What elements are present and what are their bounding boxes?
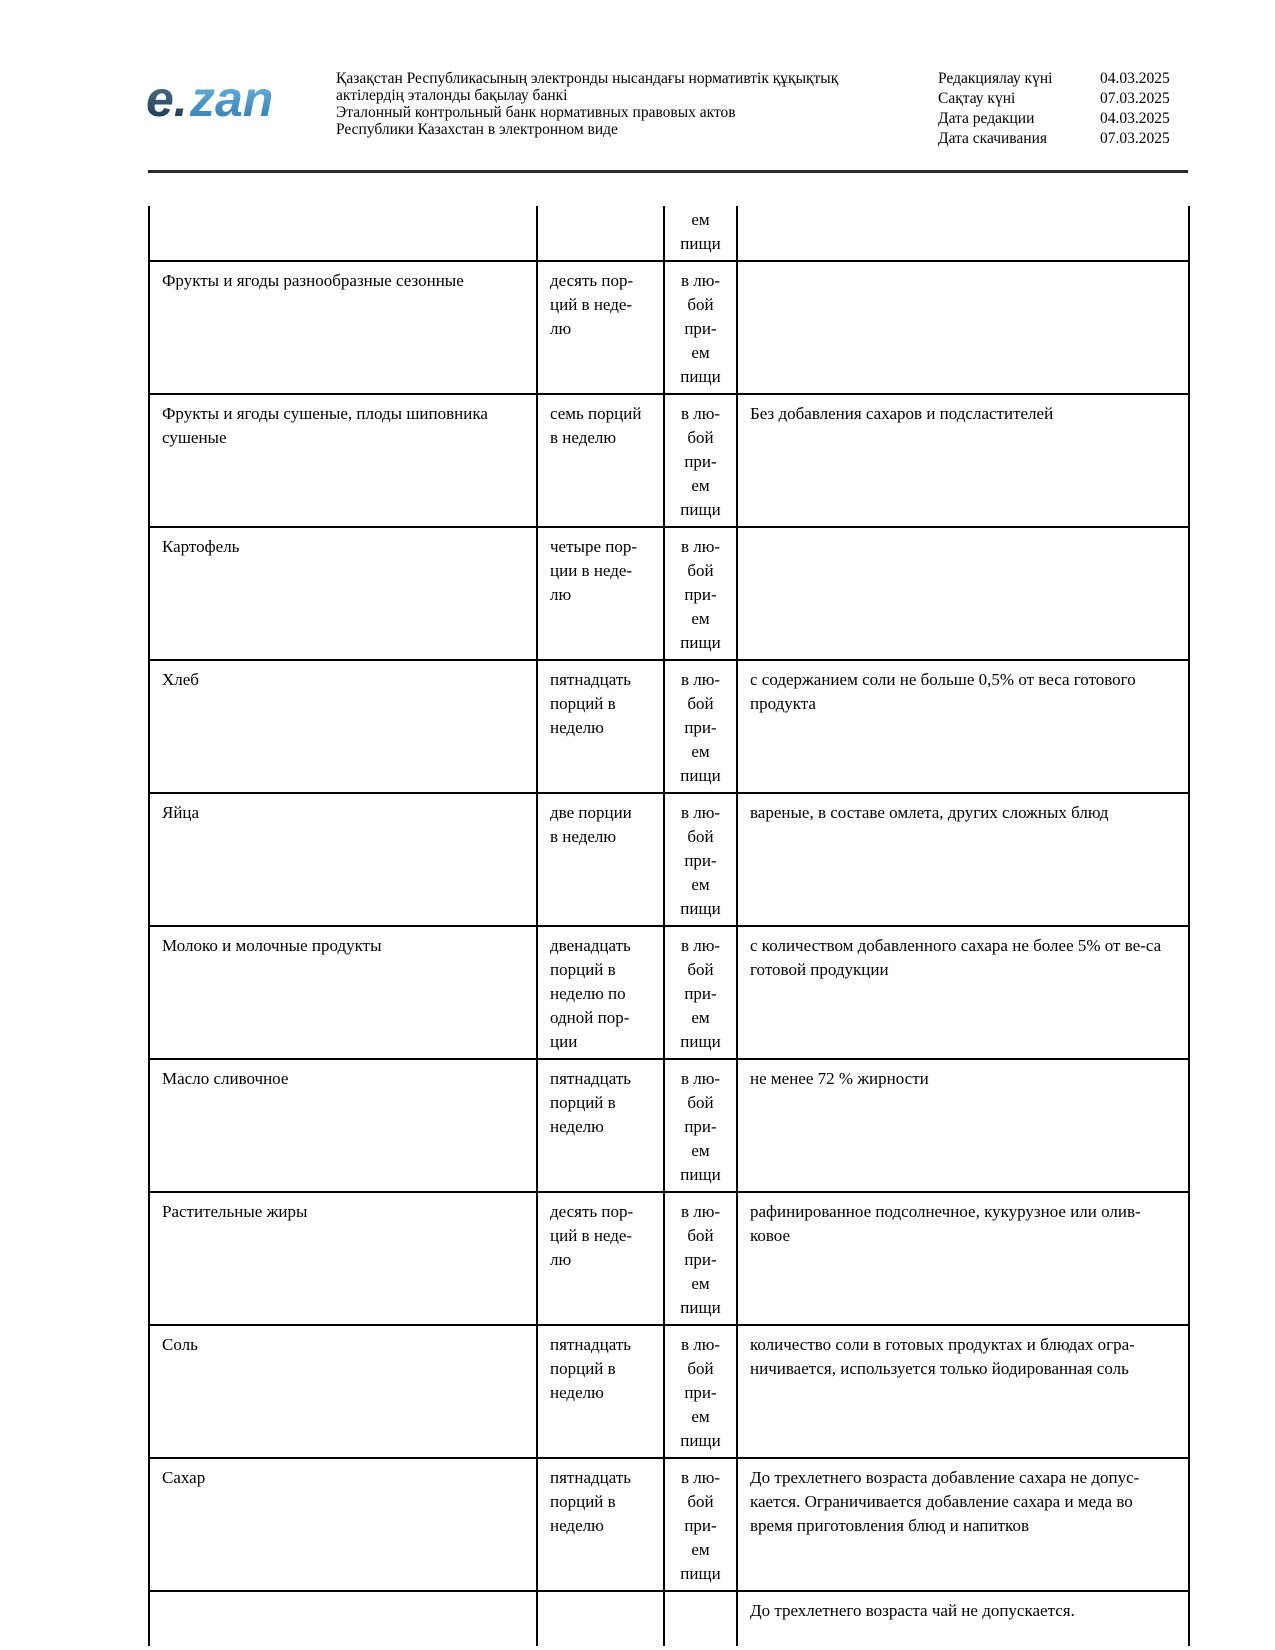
meal-time-cell-line: при-: [684, 585, 717, 604]
meal-time-cell-line: бой: [687, 561, 714, 580]
meal-time-cell-line: пищи: [680, 1564, 721, 1583]
table-row: [149, 1325, 1189, 1458]
portions-cell: [537, 1059, 664, 1192]
portions-cell-line: десять пор-: [550, 1202, 634, 1221]
meal-time-cell-line: при-: [684, 984, 717, 1003]
note-cell: [737, 527, 1189, 660]
table-row: [149, 527, 1189, 660]
meal-time-cell-line: пищи: [680, 1298, 721, 1317]
portions-cell-line: неделю: [550, 1516, 604, 1535]
portions-cell-line: в неделю: [550, 428, 617, 447]
meal-time-cell-line: бой: [687, 960, 714, 979]
meal-time-cell-line: ем: [691, 343, 710, 362]
product-cell: Сахар: [149, 1458, 537, 1591]
meal-time-cell-line: в лю-: [680, 271, 721, 290]
note-cell: с содержанием соли не больше 0,5% от веса готового продукта: [737, 660, 1189, 793]
portions-cell-line: одной пор-: [550, 1008, 630, 1027]
meal-time-cell-line: в лю-: [680, 936, 721, 955]
meal-time-cell-line: при-: [684, 851, 717, 870]
portions-cell-line: пятнадцать: [550, 1069, 632, 1088]
meal-time-cell-line: при-: [684, 1516, 717, 1535]
portions-cell-line: неделю по: [550, 984, 626, 1003]
logo-e-text: e.: [146, 71, 188, 127]
meal-time-cell-line: ем: [691, 875, 710, 894]
header-title-block: [336, 70, 896, 138]
meta-label: Сақтау күні: [938, 90, 1016, 107]
meta-value: 07.03.2025: [1100, 90, 1170, 107]
portions-cell-line: порций в: [550, 960, 616, 979]
meal-time-cell-line: ем: [691, 1008, 710, 1027]
portions-cell-line: лю: [550, 585, 572, 604]
portions-cell-line: ции в неде-: [550, 561, 633, 580]
meal-time-cell: [664, 1591, 737, 1646]
note-cell: До трехлетнего возраста добавление сахара не допус-кается. Ограничивается добавление сахара и меда во время приготовления блюд и напитков: [737, 1458, 1189, 1591]
meta-row: [938, 109, 1170, 129]
meal-time-cell-line: бой: [687, 694, 714, 713]
table-row: [149, 660, 1189, 793]
meal-time-cell: [664, 1325, 737, 1458]
note-cell: не менее 72 % жирности: [737, 1059, 1189, 1192]
meal-time-cell-line: пищи: [680, 500, 721, 519]
meal-time-cell-line: при-: [684, 1117, 717, 1136]
meal-time-cell-line: ем: [691, 1540, 710, 1559]
meal-time-cell-line: пищи: [680, 766, 721, 785]
portions-cell-line: неделю: [550, 1117, 604, 1136]
table-body: [149, 206, 1189, 1646]
table-row: [149, 261, 1189, 394]
meal-time-cell-line: при-: [684, 1250, 717, 1269]
table-row: [149, 926, 1189, 1059]
meal-time-cell-line: бой: [687, 1226, 714, 1245]
meal-time-cell: [664, 261, 737, 394]
portions-cell: [537, 527, 664, 660]
meta-label: Редакциялау күні: [938, 70, 1053, 87]
meta-row: [938, 129, 1170, 149]
meal-time-cell-line: в лю-: [680, 803, 721, 822]
portions-cell: [537, 1325, 664, 1458]
meal-time-cell-line: ем: [691, 609, 710, 628]
portions-cell-line: пятнадцать: [550, 1468, 632, 1487]
meta-label: Дата скачивания: [938, 130, 1048, 147]
meal-time-cell-line: бой: [687, 1359, 714, 1378]
portions-cell-line: пятнадцать: [550, 670, 632, 689]
meal-time-cell-line: бой: [687, 428, 714, 447]
meal-time-cell-line: пищи: [680, 367, 721, 386]
portions-cell-line: в неделю: [550, 827, 617, 846]
meal-time-cell-line: в лю-: [680, 537, 721, 556]
header-line: актілердің эталонды бақылау банкі: [336, 87, 568, 104]
nutrition-table: [148, 206, 1190, 1646]
meal-time-cell-line: при-: [684, 319, 717, 338]
meal-time-cell-line: в лю-: [680, 1202, 721, 1221]
portions-cell: [537, 660, 664, 793]
header-divider: [148, 170, 1188, 173]
note-cell: [737, 206, 1189, 261]
meal-time-cell: [664, 926, 737, 1059]
edition-dates: [938, 69, 1170, 149]
meal-time-cell: [664, 206, 737, 261]
portions-cell-line: порций в: [550, 1492, 616, 1511]
product-cell: Яйца: [149, 793, 537, 926]
meal-time-cell-line: бой: [687, 295, 714, 314]
meal-time-cell-line: пищи: [680, 234, 721, 253]
portions-cell-line: ций в неде-: [550, 295, 633, 314]
portions-cell: [537, 394, 664, 527]
portions-cell-line: порций в: [550, 1093, 616, 1112]
product-cell: Картофель: [149, 527, 537, 660]
note-cell: с количеством добавленного сахара не более 5% от ве-са готовой продукции: [737, 926, 1189, 1059]
meal-time-cell: [664, 1059, 737, 1192]
portions-cell-line: порций в: [550, 1359, 616, 1378]
meal-time-cell-line: ем: [691, 1141, 710, 1160]
meal-time-cell-line: ем: [691, 742, 710, 761]
meal-time-cell-line: пищи: [680, 1032, 721, 1051]
product-cell: Растительные жиры: [149, 1192, 537, 1325]
note-cell: количество соли в готовых продуктах и блюдах огра-ничивается, используется только йодированная соль: [737, 1325, 1189, 1458]
table-row-continued: [149, 206, 1189, 261]
portions-cell: [537, 206, 664, 261]
meal-time-cell-line: бой: [687, 1093, 714, 1112]
meal-time-cell: [664, 394, 737, 527]
header-line: Эталонный контрольный банк нормативных правовых актов: [336, 104, 736, 121]
meal-time-cell-line: в лю-: [680, 1468, 721, 1487]
portions-cell-line: неделю: [550, 718, 604, 737]
meta-value: 04.03.2025: [1100, 70, 1170, 87]
meal-time-cell-line: ем: [691, 1407, 710, 1426]
note-cell: вареные, в составе омлета, других сложных блюд: [737, 793, 1189, 926]
meal-time-cell: [664, 660, 737, 793]
meta-value: 07.03.2025: [1100, 130, 1170, 147]
meal-time-cell-line: ем: [691, 1274, 710, 1293]
portions-cell-line: две порции: [550, 803, 632, 822]
note-cell: рафинированное подсолнечное, кукурузное или олив-ковое: [737, 1192, 1189, 1325]
meal-time-cell-line: пищи: [680, 633, 721, 652]
portions-cell-line: четыре пор-: [550, 537, 638, 556]
portions-cell-line: ций в неде-: [550, 1226, 633, 1245]
portions-cell: [537, 1591, 664, 1646]
portions-cell-line: неделю: [550, 1383, 604, 1402]
logo-zan-text: zan: [190, 71, 274, 127]
header-line: Қазақстан Республикасының электронды нысандағы нормативтік құқықтық: [336, 70, 839, 87]
note-cell: [737, 261, 1189, 394]
product-cell: Соль: [149, 1325, 537, 1458]
table-row: [149, 793, 1189, 926]
product-cell: [149, 1591, 537, 1646]
meal-time-cell: [664, 793, 737, 926]
meal-time-cell-line: в лю-: [680, 1069, 721, 1088]
meta-label: Дата редакции: [938, 110, 1035, 127]
meal-time-cell-line: пищи: [680, 1431, 721, 1450]
portions-cell: [537, 926, 664, 1059]
meal-time-cell-line: в лю-: [680, 404, 721, 423]
portions-cell-line: порций в: [550, 694, 616, 713]
meal-time-cell-line: в лю-: [680, 1335, 721, 1354]
table-row: [149, 1458, 1189, 1591]
meta-row: [938, 69, 1170, 89]
portions-cell-line: лю: [550, 1250, 572, 1269]
product-cell: Фрукты и ягоды разнообразные сезонные: [149, 261, 537, 394]
meta-row: [938, 89, 1170, 109]
portions-cell-line: двенадцать: [550, 936, 631, 955]
meal-time-cell-line: в лю-: [680, 670, 721, 689]
product-cell: Масло сливочное: [149, 1059, 537, 1192]
portions-cell: [537, 793, 664, 926]
meal-time-cell-line: бой: [687, 827, 714, 846]
table-row: [149, 394, 1189, 527]
meal-time-cell-line: бой: [687, 1492, 714, 1511]
portions-cell: [537, 1192, 664, 1325]
meal-time-cell: [664, 1458, 737, 1591]
note-cell: До трехлетнего возраста чай не допускается.: [737, 1591, 1189, 1646]
meal-time-cell-line: пищи: [680, 899, 721, 918]
product-cell: Молоко и молочные продукты: [149, 926, 537, 1059]
portions-cell-line: лю: [550, 319, 572, 338]
portions-cell-line: пятнадцать: [550, 1335, 632, 1354]
meal-time-cell-line: пищи: [680, 1165, 721, 1184]
product-cell: Фрукты и ягоды сушеные, плоды шиповника сушеные: [149, 394, 537, 527]
meta-value: 04.03.2025: [1100, 110, 1170, 127]
table-row-partial: [149, 1591, 1189, 1646]
note-cell: Без добавления сахаров и подсластителей: [737, 394, 1189, 527]
meal-time-cell-line: ем: [691, 476, 710, 495]
header-line: Республики Казахстан в электронном виде: [336, 121, 618, 138]
meal-time-cell-line: при-: [684, 718, 717, 737]
table-row: [149, 1192, 1189, 1325]
meal-time-cell: [664, 1192, 737, 1325]
product-cell: [149, 206, 537, 261]
portions-cell-line: семь порций: [550, 404, 642, 423]
meal-time-cell-line: ем: [691, 210, 710, 229]
portions-cell: [537, 1458, 664, 1591]
product-cell: Хлеб: [149, 660, 537, 793]
portions-cell: [537, 261, 664, 394]
portions-cell-line: десять пор-: [550, 271, 634, 290]
meal-time-cell-line: при-: [684, 452, 717, 471]
meal-time-cell-line: при-: [684, 1383, 717, 1402]
portions-cell-line: ции: [550, 1032, 578, 1051]
ezan-logo: [146, 70, 296, 128]
table-row: [149, 1059, 1189, 1192]
meal-time-cell: [664, 527, 737, 660]
